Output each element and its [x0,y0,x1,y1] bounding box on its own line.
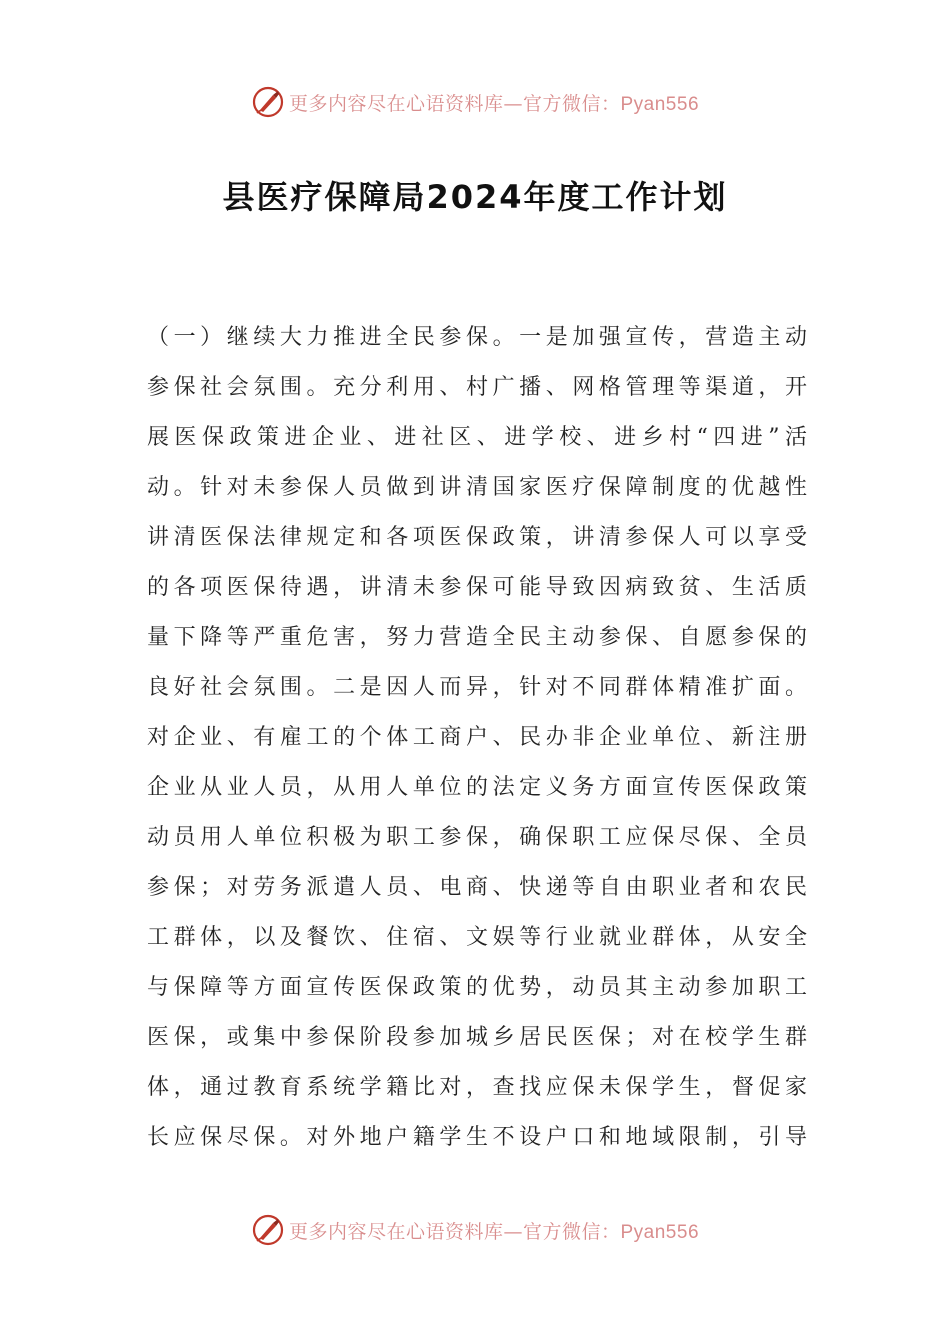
quill-pen-logo-icon [251,85,285,119]
header-watermark-banner [0,82,950,122]
body-line: 讲清医保法律规定和各项医保政策，讲清参保人可以享受 [147,525,807,550]
body-line: 医保，或集中参保阶段参加城乡居民医保；对在校学生群 [147,1025,807,1050]
body-line: 长应保尽保。对外地户籍学生不设户口和地域限制，引导 [147,1125,807,1150]
banner-contact: 官方微信：Pyan556 [523,93,700,115]
banner-slogan: 更多内容尽在心语资料库 [288,1220,504,1243]
document-body [147,313,807,1163]
quill-pen-logo-icon [251,1213,285,1247]
body-line: （一）继续大力推进全民参保。一是加强宣传，营造主动 [147,325,807,350]
body-line: 对企业、有雇工的个体工商户、民办非企业单位、新注册 [147,725,807,750]
body-line: 动。针对未参保人员做到讲清国家医疗保障制度的优越性 [147,475,807,500]
banner-dash: — [503,1220,523,1243]
footer-watermark-banner [0,1210,950,1250]
banner-text [289,1217,699,1244]
body-line: 工群体，以及餐饮、住宿、文娱等行业就业群体，从安全 [147,925,807,950]
body-line: 动员用人单位积极为职工参保，确保职工应保尽保、全员 [147,825,807,850]
banner-dash: — [503,92,523,115]
body-line: 参保社会氛围。充分利用、村广播、网格管理等渠道，开 [147,375,807,400]
body-line: 良好社会氛围。二是因人而异，针对不同群体精准扩面。 [147,675,807,700]
body-line: 参保；对劳务派遣人员、电商、快递等自由职业者和农民 [147,875,807,900]
document-title: 县医疗保障局2024年度工作计划 [222,178,728,216]
body-line: 量下降等严重危害，努力营造全民主动参保、自愿参保的 [147,625,807,650]
banner-text [289,89,699,116]
body-line: 体，通过教育系统学籍比对，查找应保未保学生，督促家 [147,1075,807,1100]
body-line: 的各项医保待遇，讲清未参保可能导致因病致贫、生活质 [147,575,807,600]
banner-slogan: 更多内容尽在心语资料库 [288,92,504,115]
banner-contact: 官方微信：Pyan556 [523,1221,700,1243]
body-line: 与保障等方面宣传医保政策的优势，动员其主动参加职工 [147,975,807,1000]
body-line: 企业从业人员，从用人单位的法定义务方面宣传医保政策 [147,775,807,800]
body-line: 展医保政策进企业、进社区、进学校、进乡村“四进”活 [147,425,807,450]
